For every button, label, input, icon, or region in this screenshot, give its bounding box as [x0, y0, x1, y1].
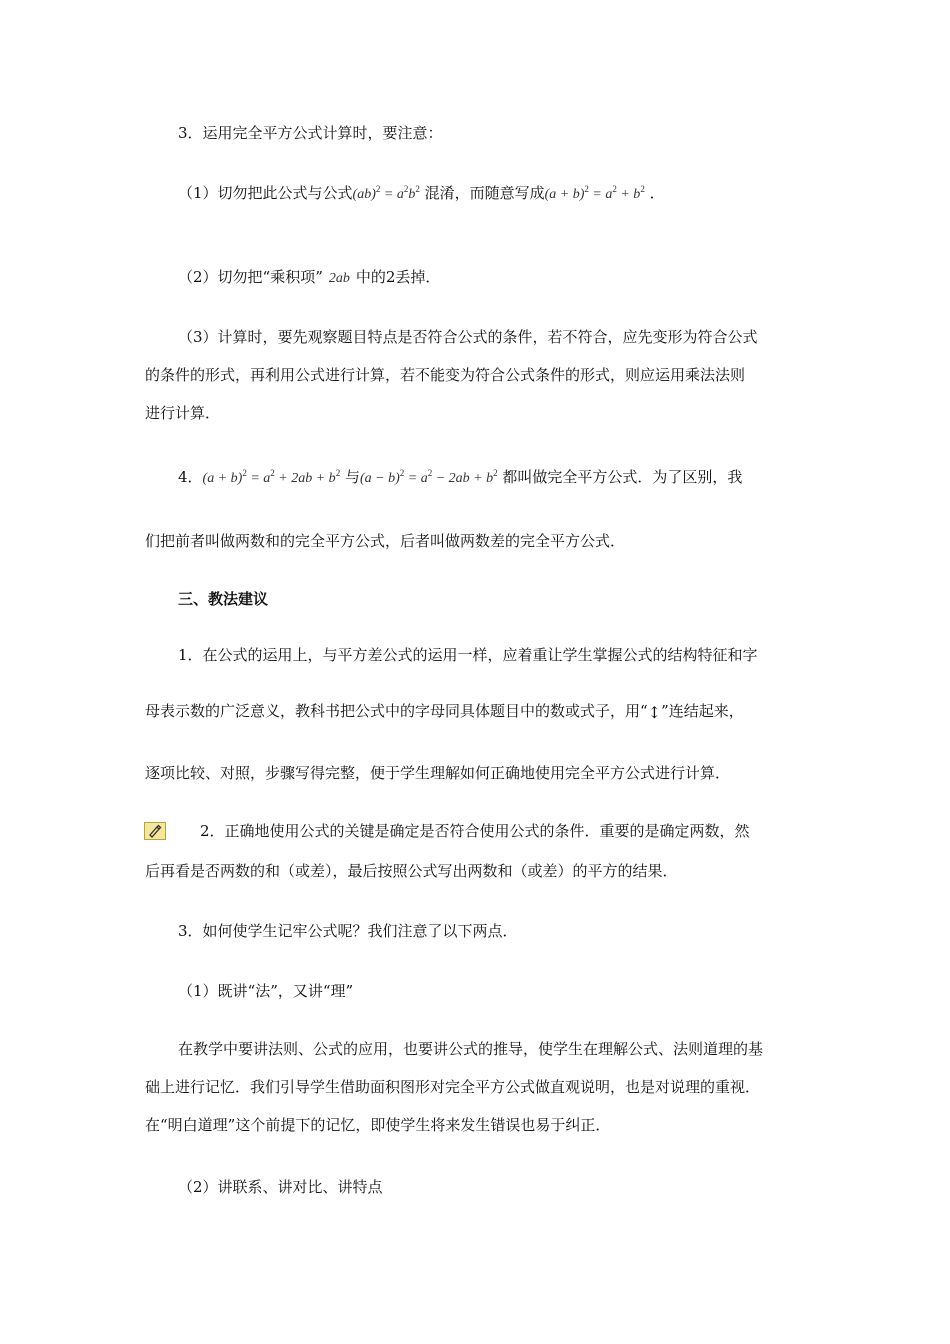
suggestion-1-line-2 — [145, 700, 744, 722]
point-4-line-2 — [145, 530, 625, 552]
text: 4． — [178, 468, 203, 486]
paragraph-line-3 — [145, 1114, 610, 1136]
note-3-line-2 — [145, 364, 745, 386]
suggestion-3-line — [178, 920, 518, 942]
text: 与 — [344, 468, 360, 486]
text: 3．如何使学生记牢公式呢？我们注意了以下两点． — [178, 922, 518, 940]
suggestion-3-sub-2 — [178, 1176, 383, 1198]
point-4-line — [178, 466, 742, 490]
formula-wrong-expansion: $(a + b)^2 = a^2 + b^2$ — [544, 184, 645, 202]
text: （2）切勿把“乘积项” — [178, 268, 323, 286]
section-heading-teaching-suggestions — [178, 588, 268, 610]
suggestion-1-line-3 — [145, 762, 730, 784]
text: 逐项比较、对照，步骤写得完整，便于学生理解如何正确地使用完全平方公式进行计算． — [145, 764, 731, 782]
note-icon[interactable] — [144, 822, 166, 840]
text: 的条件的形式，再利用公式进行计算，若不能变为符合公式条件的形式，则应运用乘法法则 — [145, 366, 746, 384]
text: 础上进行记忆．我们引导学生借助面积图形对完全平方公式做直观说明，也是对说理的重视． — [145, 1078, 761, 1096]
text: 进行计算． — [145, 404, 221, 422]
up-down-arrow-icon: ↕ — [647, 703, 662, 722]
note-1-line — [178, 182, 665, 206]
note-2-line — [178, 266, 440, 290]
text: 2．正确地使用公式的关键是确定是否符合使用公式的条件．重要的是确定两数，然 — [200, 822, 750, 840]
formula-diff-squared: $(a - b)^2 = a^2 - 2ab + b^2$ — [359, 468, 498, 486]
formula-ab-squared: $(ab)^2 = a^2b^2$ — [352, 184, 420, 202]
text: ． — [649, 184, 665, 202]
text: 三、教法建议 — [178, 590, 269, 608]
text: （3）计算时，要先观察题目特点是否符合公式的条件，若不符合，应先变形为符合公式 — [178, 328, 758, 346]
suggestion-2-line-1 — [200, 820, 750, 842]
text: 都叫做完全平方公式．为了区别，我 — [502, 468, 743, 486]
note-3-line-3 — [145, 402, 220, 424]
text: 在教学中要讲法则、公式的应用，也要讲公式的推导，使学生在理解公式、法则道理的基 — [178, 1040, 764, 1058]
text: 母表示数的广泛意义，教科书把公式中的字母同具体题目中的数或式子，用“ — [145, 702, 648, 720]
formula-2ab: 2ab — [328, 271, 350, 286]
paragraph-line-1 — [178, 1038, 763, 1060]
note-3-line-1 — [178, 326, 758, 348]
text: 混淆，而随意写成 — [424, 184, 545, 202]
text: （1）切勿把此公式与公式 — [178, 184, 353, 202]
text: 中的2丢掉． — [355, 268, 441, 286]
point-3-heading — [178, 122, 443, 144]
text: ”连结起来， — [661, 702, 744, 720]
paragraph-line-2 — [145, 1076, 760, 1098]
formula-sum-squared: $(a + b)^2 = a^2 + 2ab + b^2$ — [202, 468, 341, 486]
text: 后再看是否两数的和（或差），最后按照公式写出两数和（或差）的平方的结果． — [145, 862, 678, 880]
suggestion-3-sub-1 — [178, 980, 353, 1002]
text: 3．运用完全平方公式计算时，要注意： — [178, 124, 443, 142]
suggestion-2-line-2 — [145, 860, 678, 882]
suggestion-1-line-1 — [178, 644, 758, 666]
note-pencil-icon — [145, 823, 165, 839]
text: 们把前者叫做两数和的完全平方公式，后者叫做两数差的完全平方公式． — [145, 532, 626, 550]
text: 1．在公式的运用上，与平方差公式的运用一样，应着重让学生掌握公式的结构特征和字 — [178, 646, 758, 664]
text: 在“明白道理”这个前提下的记忆，即使学生将来发生错误也易于纠正． — [145, 1116, 611, 1134]
text: （1）既讲“法”，又讲“理” — [178, 982, 354, 1000]
text: （2）讲联系、讲对比、讲特点 — [178, 1178, 383, 1196]
